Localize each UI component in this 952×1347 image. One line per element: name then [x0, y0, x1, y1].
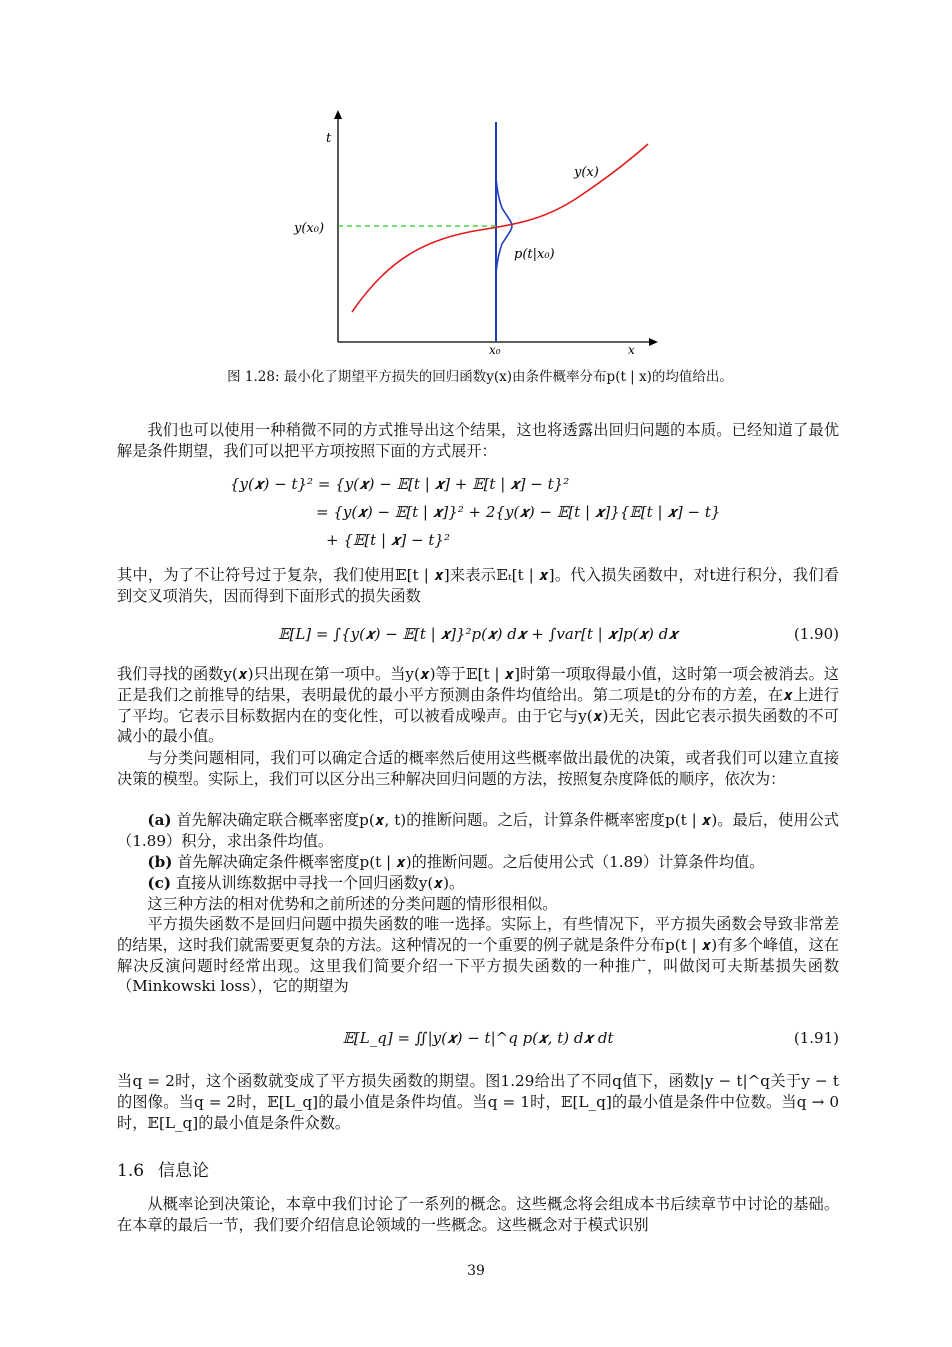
regression-figure — [280, 108, 680, 358]
item-a — [117, 810, 839, 852]
item-c-label: (c) — [147, 874, 172, 892]
distribution-label: p(t|x₀) — [514, 247, 555, 262]
item-b-text: 首先解决确定条件概率密度p(t | 𝒙)的推断问题。之后使用公式（1.89）计算条件均值。 — [172, 853, 765, 871]
paragraph-5: 这三种方法的相对优势和之前所述的分类问题的情形很相似。 — [147, 895, 558, 913]
section-title: 信息论 — [158, 1161, 210, 1181]
equation-1-90-number: (1.90) — [793, 625, 839, 643]
paragraph-2: 其中，为了不让符号过于复杂，我们使用𝔼[t | 𝒙]来表示𝔼ₜ[t | 𝒙]。代入损失函数中，对t进行积分，我们看到交叉项消失，因而得到下面形式的损失函数 — [117, 566, 839, 605]
equation-1-90-body: 𝔼[L] = ∫{y(𝒙) − 𝔼[t | 𝒙]}²p(𝒙) d𝒙 + ∫var[t | 𝒙]p(𝒙) d𝒙 — [278, 625, 678, 643]
paragraph-3: 我们寻找的函数y(𝒙)只出现在第一项中。当y(𝒙)等于𝔼[t | 𝒙]时第一项取得最小值，这时第一项会被消去。这正是我们之前推导的结果，表明最优的最小平方预测由条件均值给出。第二项是t的分布的方差，在𝒙上进行了平均。它表示目标数据内在的变化性，可以被看成噪声。由于它与y(𝒙)无关，因此它表示损失函数的不可减小的最小值。 — [117, 665, 839, 746]
figure-caption: 图 1.28: 最小化了期望平方损失的回归函数y(x)由条件概率分布p(t | x)的均值给出。 — [227, 369, 733, 385]
item-c — [117, 873, 839, 894]
paragraph-6: 平方损失函数不是回归问题中损失函数的唯一选择。实际上，有些情况下，平方损失函数会导致非常差的结果，这时我们就需要更复杂的方法。这种情况的一个重要的例子就是条件分布p(t | 𝒙)有多个峰值，这在解决反演问题时经常出现。这里我们简要介绍一下平方损失函数的一种推广，叫做闵可夫斯基损失函数（Minkowski loss），它的期望为 — [117, 915, 839, 996]
x0-label: x₀ — [489, 343, 501, 357]
equation-1-91-body: 𝔼[L_q] = ∬|y(𝒙) − t|^q p(𝒙, t) d𝒙 dt — [342, 1029, 614, 1047]
regression-curve — [352, 144, 648, 312]
paragraph-7: 当q = 2时，这个函数就变成了平方损失函数的期望。图1.29给出了不同q值下，函数|y − t|^q关于y − t的图像。当q = 2时，𝔼[L_q]的最小值是条件均值。当q = 1时，𝔼[L_q]的最小值是条件中位数。当q → 0时，𝔼[L_q]的最小值是条件众数。 — [117, 1072, 839, 1132]
equation-expand-line-1: {y(𝒙) − t}² = {y(𝒙) − 𝔼[t | 𝒙] + 𝔼[t | 𝒙] − t}² — [230, 475, 570, 493]
equation-1-91-number: (1.91) — [793, 1029, 839, 1047]
paragraph-8: 从概率论到决策论，本章中我们讨论了一系列的概念。这些概念将会组成本书后续章节中讨论的基础。在本章的最后一节，我们要介绍信息论领域的一些概念。这些概念对于模式识别 — [117, 1195, 839, 1234]
paragraph-4: 与分类问题相同，我们可以确定合适的概率然后使用这些概率做出最优的决策，或者我们可以建立直接决策的模型。实际上，我们可以区分出三种解决回归问题的方法，按照复杂度降低的顺序，依次为： — [117, 749, 839, 788]
equation-expand-line-2: = {y(𝒙) − 𝔼[t | 𝒙]}² + 2{y(𝒙) − 𝔼[t | 𝒙]}{𝔼[t | 𝒙] − t} — [316, 503, 721, 521]
y-x0-label: y(x₀) — [294, 221, 325, 236]
x-axis-label: x — [628, 343, 635, 357]
item-b — [117, 852, 839, 873]
section-number: 1.6 — [117, 1161, 145, 1181]
t-axis-label: t — [326, 131, 332, 146]
curve-label: y(x) — [574, 165, 599, 180]
x-axis-arrow — [649, 338, 658, 346]
section-heading — [117, 1159, 209, 1183]
equation-expand-line-3: + {𝔼[t | 𝒙] − t}² — [326, 531, 450, 549]
item-c-text: 直接从训练数据中寻找一个回归函数y(𝒙)。 — [171, 874, 465, 892]
equation-1-91 — [117, 1027, 839, 1049]
t-axis-arrow — [334, 110, 342, 119]
equation-1-90 — [117, 623, 839, 645]
item-b-label: (b) — [147, 853, 173, 871]
paragraph-1: 我们也可以使用一种稍微不同的方式推导出这个结果，这也将透露出回归问题的本质。已经知道了最优解是条件期望，我们可以把平方项按照下面的方式展开： — [117, 421, 839, 460]
item-a-label: (a) — [147, 811, 172, 829]
page-number: 39 — [467, 1263, 485, 1279]
item-a-text: 首先解决确定联合概率密度p(𝒙, t)的推断问题。之后，计算条件概率密度p(t | 𝒙)。最后，使用公式（1.89）积分，求出条件均值。 — [117, 811, 839, 850]
